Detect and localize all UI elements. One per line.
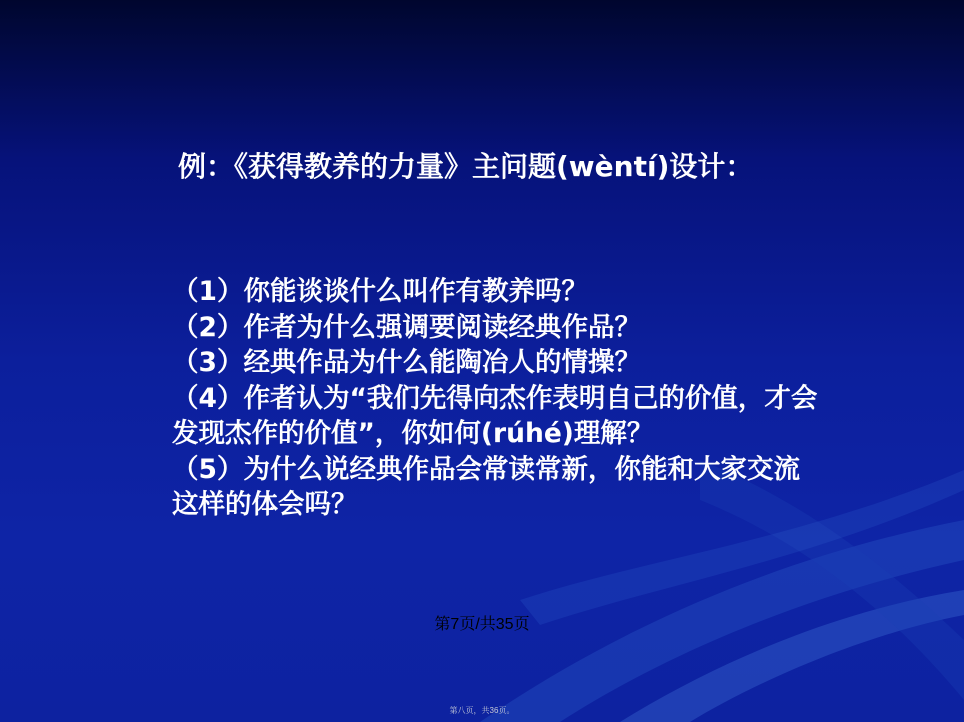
question-item-1: （1）你能谈谈什么叫作有教养吗？ bbox=[172, 276, 588, 307]
question-item-3: （3）经典作品为什么能陶冶人的情操？ bbox=[172, 347, 641, 378]
question-list bbox=[172, 274, 822, 523]
page-number: 第7页/共35页 bbox=[434, 616, 530, 633]
question-item-5: （5）为什么说经典作品会常读常新，你能和大家交流这样的体会吗？ bbox=[172, 453, 800, 520]
question-item-4: （4）作者认为“我们先得向杰作表明自己的价值，才会发现杰作的价值”，你如何(rúhé)理解？ bbox=[172, 382, 818, 449]
slide-title: 例：《获得教养的力量》主问题(wèntí)设计： bbox=[178, 150, 754, 183]
question-item-2: （2）作者为什么强调要阅读经典作品？ bbox=[172, 311, 641, 343]
footer-page-note: 第八页，共36页。 bbox=[449, 706, 515, 715]
